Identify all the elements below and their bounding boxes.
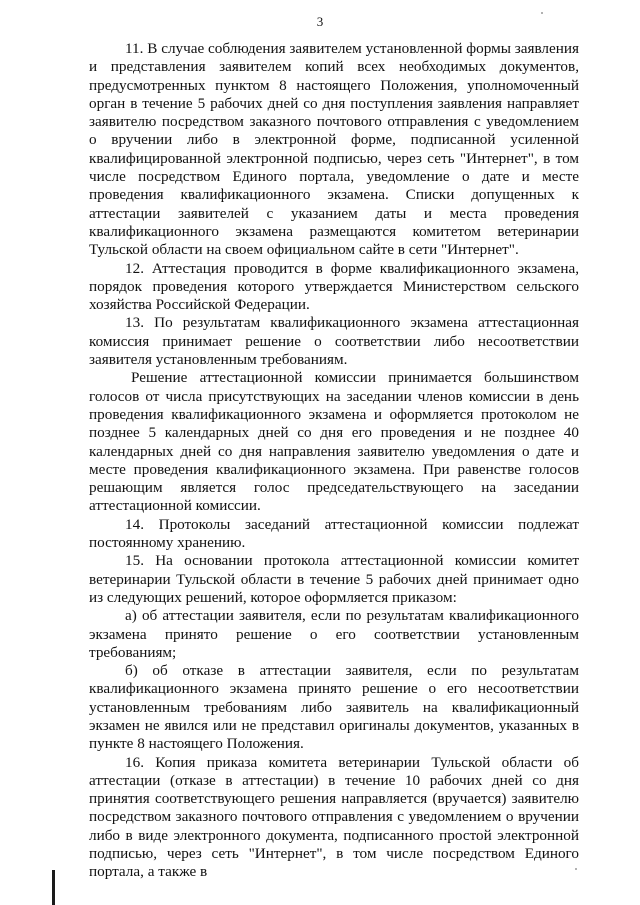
paragraph-11: 11. В случае соблюдения заявителем установленной формы заявления и представления заявителем копий всех необходимых документов, предусмотренных пунктом 8 настоящего Положения, уполномоченный орган в течение 5 рабочих дней со дня поступления заявления направляет заявителю посредством заказного почтового отправления с уведомлением о вручении либо в электронной форме, подписанной усиленной квалифицированной электронной подписью, через сеть "Интернет", в том числе посредством Единого портала, уведомление о дате и месте проведения квалификационного экзамена. Списки допущенных к аттестации заявителей с указанием даты и места проведения квалификационного экзамена размещаются комитетом ветеринарии Тульской области на своем официальном сайте в сети "Интернет". [89,40,579,259]
page-number: 3 [316,14,324,29]
paragraph-13: 13. По результатам квалификационного экзамена аттестационная комиссия принимает решение о соответствии либо несоответствии заявителя установленным требованиям. [89,314,579,369]
scan-speck [575,868,577,870]
scan-speck [541,12,543,14]
paragraph-14: 14. Протоколы заседаний аттестационной комиссии подлежат постоянному хранению. [89,515,579,552]
scan-edge-mark [52,870,55,905]
paragraph-16: 16. Копия приказа комитета ветеринарии Тульской области об аттестации (отказе в аттестации) в течение 10 рабочих дней со дня принятия соответствующего решения направляется (вручается) заявителю посредством заказного почтового отправления с уведомлением о вручении либо в виде электронного документа, подписанного простой электронной подписью, через сеть "Интернет", в том числе посредством Единого портала, а также в [89,753,579,881]
paragraph-12: 12. Аттестация проводится в форме квалификационного экзамена, порядок проведения которого утверждается Министерством сельского хозяйства Российской Федерации. [89,259,579,314]
paragraph-15-item-b: б) об отказе в аттестации заявителя, если по результатам квалификационного экзамена принято решение о его несоответствии установленным требованиям либо заявитель на квалификационный экзамен не явился или не представил оригиналы документов, указанных в пункте 8 настоящего Положения. [89,662,579,753]
paragraph-15-item-a: а) об аттестации заявителя, если по результатам квалификационного экзамена принято решение о его соответствии установленным требованиям; [89,607,579,661]
paragraph-13-decision: Решение аттестационной комиссии принимается большинством голосов от числа присутствующих на заседании членов комиссии в день проведения квалификационного экзамена и оформляется протоколом не позднее 5 календарных дней со дня его проведения и не позднее 40 календарных дней со дня направления заявителю уведомления о дате и месте проведения квалификационного экзамена. При равенстве голосов решающим является голос председательствующего на заседании аттестационной комиссии. [89,369,579,515]
document-body [89,40,579,882]
paragraph-15: 15. На основании протокола аттестационной комиссии комитет ветеринарии Тульской области в течение 5 рабочих дней принимает одно из следующих решений, которое оформляется приказом: [89,552,579,606]
